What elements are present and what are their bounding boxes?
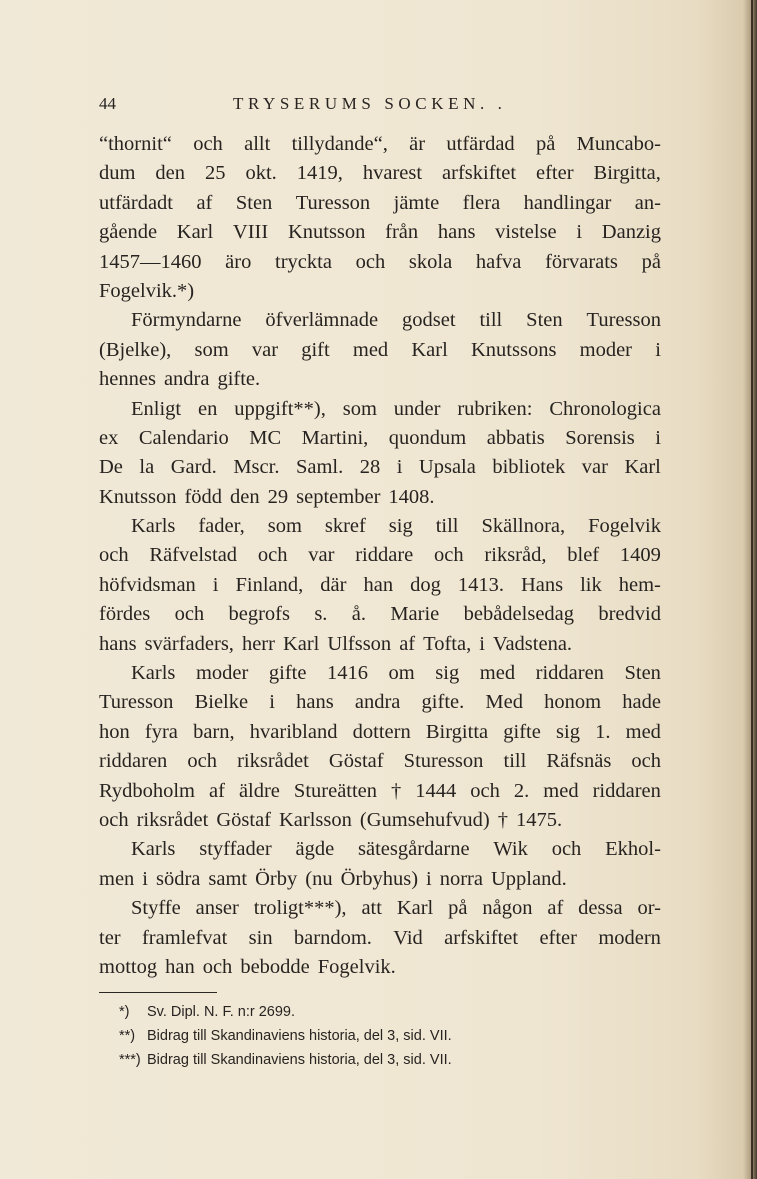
word: Knutssons bbox=[471, 338, 557, 361]
word: honom bbox=[544, 691, 602, 714]
word: tillydande“, bbox=[291, 133, 388, 155]
word: och bbox=[257, 544, 288, 567]
word: Rydboholm bbox=[99, 779, 195, 802]
word: Karls bbox=[131, 515, 176, 538]
word: dessa bbox=[578, 897, 623, 920]
word: af bbox=[196, 191, 213, 214]
word: Danzig bbox=[601, 221, 661, 244]
footnotes bbox=[119, 1000, 639, 1072]
word: Förmyndarne bbox=[131, 309, 242, 332]
word: Karl bbox=[624, 456, 661, 479]
word: med bbox=[479, 662, 516, 685]
word: var bbox=[251, 338, 279, 361]
word: 1408. bbox=[388, 485, 435, 508]
word: fader, bbox=[198, 515, 245, 538]
word: Finland, bbox=[235, 573, 304, 596]
word: lik bbox=[580, 573, 602, 596]
word: bebodde bbox=[240, 955, 310, 978]
word: Chronologica bbox=[549, 397, 661, 420]
word: Vid bbox=[393, 926, 423, 949]
word: från bbox=[385, 221, 419, 244]
word: om bbox=[388, 662, 415, 685]
word: vistelse bbox=[495, 221, 557, 244]
word: som bbox=[342, 397, 377, 420]
word: dum bbox=[99, 162, 136, 185]
word: äro bbox=[225, 250, 252, 273]
word: okt. bbox=[245, 162, 277, 185]
word: svärfaders, bbox=[144, 632, 234, 655]
word: med bbox=[543, 779, 579, 802]
word: gifte bbox=[268, 662, 307, 685]
text-line bbox=[99, 336, 661, 365]
word: hvaribland bbox=[249, 720, 338, 743]
word: och bbox=[355, 250, 386, 273]
text-line bbox=[99, 541, 661, 570]
word: Göstaf bbox=[216, 808, 271, 831]
word: af bbox=[209, 779, 225, 802]
word: Gard. bbox=[170, 456, 217, 479]
word: höfvidsman bbox=[99, 573, 196, 596]
word: öfverlämnade bbox=[265, 309, 379, 332]
word: allt bbox=[244, 133, 271, 155]
word: af bbox=[399, 632, 416, 655]
page-edge-shadow bbox=[743, 0, 757, 1179]
word: riddaren bbox=[535, 662, 604, 685]
word: MC bbox=[249, 426, 282, 449]
word: riddare bbox=[355, 544, 414, 567]
word: gift bbox=[301, 338, 330, 361]
word: var bbox=[308, 544, 335, 567]
word: Birgitta, bbox=[593, 162, 661, 185]
word: ter bbox=[99, 926, 121, 949]
word: Knutsson bbox=[287, 221, 366, 244]
word: styffader bbox=[199, 838, 272, 861]
word: handlingar bbox=[523, 191, 612, 214]
word: barn, bbox=[193, 720, 235, 743]
word: norra bbox=[439, 867, 483, 890]
word: Örby bbox=[255, 867, 298, 890]
footnote-divider bbox=[99, 992, 217, 993]
word: till bbox=[479, 309, 503, 332]
running-header bbox=[99, 94, 661, 118]
word: Karl bbox=[396, 897, 434, 920]
word: (Bjelke), bbox=[99, 338, 172, 361]
word: 25 bbox=[205, 162, 226, 185]
word: hvarest bbox=[362, 162, 423, 185]
word: är bbox=[409, 133, 426, 155]
word: gifte. bbox=[217, 368, 261, 391]
word: andra bbox=[163, 368, 210, 391]
word: moder bbox=[579, 338, 632, 361]
text-line bbox=[99, 306, 661, 335]
word: Karl bbox=[176, 221, 214, 244]
word: 1. bbox=[595, 720, 611, 743]
word: Karl bbox=[411, 338, 448, 361]
word: arfskiftet bbox=[444, 926, 519, 949]
word: Enligt bbox=[131, 397, 182, 420]
word: bredvid bbox=[598, 603, 661, 626]
word: (nu bbox=[305, 867, 333, 890]
text-line bbox=[99, 688, 661, 717]
word: att bbox=[361, 897, 382, 920]
word: i bbox=[655, 338, 661, 361]
word: och bbox=[174, 603, 205, 626]
word: Saml. bbox=[295, 456, 344, 479]
text-line bbox=[99, 630, 661, 659]
word: hans bbox=[437, 221, 476, 244]
word: Sten bbox=[624, 662, 661, 685]
word: De bbox=[99, 456, 123, 479]
footnote-text: Sv. Dipl. N. F. n:r 2699. bbox=[147, 1004, 296, 1020]
word: han bbox=[165, 955, 195, 978]
word: fördes bbox=[99, 603, 151, 626]
word: “thornit“ bbox=[99, 133, 172, 155]
text-line bbox=[99, 395, 661, 424]
footnote bbox=[119, 1048, 639, 1072]
word: Turesson bbox=[99, 691, 174, 714]
word: 1457—1460 bbox=[99, 250, 202, 273]
word: af bbox=[547, 897, 564, 920]
word: framlefvat bbox=[141, 926, 228, 949]
text-line bbox=[99, 189, 661, 218]
word: 1419, bbox=[296, 162, 343, 185]
text-line bbox=[99, 218, 661, 247]
word: på bbox=[536, 133, 556, 155]
footnote-mark: *) bbox=[119, 1004, 130, 1020]
word: och bbox=[187, 750, 217, 773]
word: med bbox=[625, 720, 661, 743]
word: abbatis bbox=[486, 426, 545, 449]
word: Sten bbox=[235, 191, 273, 214]
word: hans bbox=[296, 691, 334, 714]
word: riksrådet bbox=[237, 750, 309, 773]
word: 1413. bbox=[457, 573, 504, 596]
word: (Gumsehufvud) bbox=[359, 808, 490, 831]
word: Fogelvik bbox=[588, 515, 661, 538]
text-line bbox=[99, 159, 661, 188]
text-line bbox=[99, 600, 661, 629]
word: han bbox=[363, 573, 394, 596]
text-line bbox=[99, 248, 661, 277]
word: riddaren bbox=[99, 750, 168, 773]
word: samt bbox=[208, 867, 248, 890]
text-line bbox=[99, 953, 661, 982]
word: men bbox=[99, 867, 135, 890]
word: Hans bbox=[520, 573, 564, 596]
running-title: TRYSERUMS SOCKEN. . bbox=[233, 94, 507, 113]
word: i bbox=[396, 456, 403, 479]
word: moder bbox=[195, 662, 249, 685]
word: † bbox=[497, 808, 508, 831]
word: den bbox=[230, 485, 260, 508]
text-line bbox=[99, 865, 661, 894]
word: Göstaf bbox=[328, 750, 384, 773]
word: Vadstena. bbox=[492, 632, 573, 655]
word: Birgitta bbox=[425, 720, 489, 743]
word: Wik bbox=[493, 838, 528, 861]
word: och bbox=[202, 955, 233, 978]
word: sig bbox=[435, 662, 460, 685]
word: skref bbox=[324, 515, 366, 538]
word: VIII bbox=[232, 221, 269, 244]
word: modern bbox=[598, 926, 661, 949]
word: jämte bbox=[393, 191, 440, 214]
word: till bbox=[435, 515, 459, 538]
word: 29 bbox=[267, 485, 289, 508]
text-line bbox=[99, 453, 661, 482]
word: med bbox=[352, 338, 389, 361]
word: barndom. bbox=[293, 926, 372, 949]
word: bibliotek bbox=[492, 456, 566, 479]
word: Turesson bbox=[586, 309, 661, 332]
word: Calendario bbox=[138, 426, 229, 449]
word: uppgift**), bbox=[234, 397, 326, 420]
word: södra bbox=[156, 867, 201, 890]
word: ägde bbox=[295, 838, 335, 861]
word: hennes bbox=[99, 368, 156, 391]
word: äldre bbox=[238, 779, 280, 802]
word: Turesson bbox=[295, 191, 371, 214]
word: och bbox=[631, 750, 661, 773]
word: Fogelvik.*) bbox=[99, 279, 195, 302]
word: an- bbox=[634, 191, 661, 214]
word: Martini, bbox=[301, 426, 369, 449]
word: † bbox=[391, 779, 402, 802]
word: gående bbox=[99, 221, 158, 244]
word: och bbox=[551, 838, 582, 861]
word: hem- bbox=[618, 573, 661, 596]
word: hafva bbox=[475, 250, 522, 273]
word: till bbox=[503, 750, 527, 773]
word: 1409 bbox=[619, 544, 661, 567]
word: 2. bbox=[513, 779, 530, 802]
word: Karl bbox=[282, 632, 320, 655]
word: och bbox=[99, 808, 129, 831]
footnote-text: Bidrag till Skandinaviens historia, del 3, sid. VII. bbox=[147, 1028, 452, 1044]
word: Sorensis bbox=[565, 426, 635, 449]
footnote-text: Bidrag till Skandinaviens historia, del 3, sid. VII. bbox=[147, 1052, 452, 1068]
word: Bielke bbox=[194, 691, 249, 714]
word: en bbox=[197, 397, 218, 420]
word: Ulfsson bbox=[327, 632, 392, 655]
text-line bbox=[99, 365, 661, 394]
text-line bbox=[99, 777, 661, 806]
word: i bbox=[142, 867, 148, 890]
word: å. bbox=[351, 603, 366, 626]
word: Knutsson bbox=[99, 485, 177, 508]
word: 28 bbox=[359, 456, 381, 479]
text-line bbox=[99, 130, 661, 159]
footnote bbox=[119, 1000, 639, 1024]
word: efter bbox=[536, 162, 574, 185]
word: herr bbox=[241, 632, 275, 655]
text-line bbox=[99, 806, 661, 835]
word: Räfvelstad bbox=[149, 544, 238, 567]
word: la bbox=[139, 456, 155, 479]
text-line bbox=[99, 894, 661, 923]
word: gifte bbox=[503, 720, 541, 743]
word: Fogelvik. bbox=[317, 955, 396, 978]
word: troligt***), bbox=[253, 897, 347, 920]
body-text bbox=[99, 130, 661, 982]
word: mottog bbox=[99, 955, 158, 978]
word: dog bbox=[410, 573, 441, 596]
word: bebådelsedag bbox=[463, 603, 575, 626]
word: som bbox=[194, 338, 229, 361]
word: efter bbox=[539, 926, 577, 949]
word: godset bbox=[402, 309, 456, 332]
word: där bbox=[320, 573, 347, 596]
text-line bbox=[99, 512, 661, 541]
word: anser bbox=[195, 897, 239, 920]
word: hade bbox=[622, 691, 661, 714]
word: Örbyhus) bbox=[340, 867, 419, 890]
word: och bbox=[193, 133, 223, 155]
word: Upsala bbox=[418, 456, 476, 479]
text-line bbox=[99, 718, 661, 747]
word: på bbox=[448, 897, 468, 920]
word: Sten bbox=[526, 309, 563, 332]
page-edge bbox=[751, 0, 753, 1179]
text-line bbox=[99, 424, 661, 453]
word: blef bbox=[567, 544, 600, 567]
text-line bbox=[99, 571, 661, 600]
word: riddaren bbox=[592, 779, 661, 802]
word: Med bbox=[485, 691, 523, 714]
word: Styffe bbox=[131, 897, 181, 920]
word: Karls bbox=[131, 838, 176, 861]
word: Sturesson bbox=[403, 750, 484, 773]
footnote-mark: ***) bbox=[119, 1052, 141, 1068]
footnote bbox=[119, 1024, 639, 1048]
word: under bbox=[393, 397, 441, 420]
word: sig bbox=[556, 720, 580, 743]
word: i bbox=[576, 221, 583, 244]
word: s. bbox=[314, 603, 328, 626]
word: på bbox=[641, 250, 661, 273]
word: arfskiftet bbox=[442, 162, 517, 185]
text-line bbox=[99, 747, 661, 776]
word: Mscr. bbox=[233, 456, 280, 479]
word: i bbox=[655, 426, 661, 449]
word: 1416 bbox=[327, 662, 368, 685]
word: sig bbox=[388, 515, 413, 538]
text-line bbox=[99, 277, 661, 306]
word: född bbox=[184, 485, 223, 508]
word: sin bbox=[248, 926, 273, 949]
word: Marie bbox=[390, 603, 440, 626]
page-number: 44 bbox=[99, 94, 116, 113]
word: rubriken: bbox=[457, 397, 533, 420]
word: andra bbox=[354, 691, 401, 714]
word: dottern bbox=[352, 720, 411, 743]
word: i bbox=[269, 691, 275, 714]
word: riksråd, bbox=[484, 544, 547, 567]
word: i bbox=[212, 573, 219, 596]
text-line bbox=[99, 483, 661, 512]
footnote-mark: **) bbox=[119, 1028, 136, 1044]
word: september bbox=[296, 485, 381, 508]
word: sätesgårdarne bbox=[358, 838, 470, 861]
word: quondum bbox=[388, 426, 467, 449]
text-line bbox=[99, 835, 661, 864]
word: Uppland. bbox=[491, 867, 567, 890]
word: Tofta, bbox=[423, 632, 472, 655]
word: flera bbox=[462, 191, 501, 214]
word: 1475. bbox=[515, 808, 563, 831]
word: tryckta bbox=[275, 250, 332, 273]
word: or- bbox=[637, 897, 661, 920]
word: Karlsson bbox=[279, 808, 352, 831]
word: hon bbox=[99, 720, 130, 743]
word: som bbox=[267, 515, 302, 538]
word: någon bbox=[482, 897, 533, 920]
word: den bbox=[155, 162, 186, 185]
word: Räfsnäs bbox=[546, 750, 612, 773]
word: utfärdad bbox=[446, 133, 515, 155]
word: Skällnora, bbox=[481, 515, 566, 538]
word: utfärdadt bbox=[99, 191, 173, 214]
word: Ekhol- bbox=[605, 838, 661, 861]
word: skola bbox=[408, 250, 453, 273]
word: riksrådet bbox=[136, 808, 209, 831]
word: fyra bbox=[144, 720, 178, 743]
text-line bbox=[99, 659, 661, 688]
word: var bbox=[581, 456, 608, 479]
word: Stureätten bbox=[293, 779, 378, 802]
word: hans bbox=[99, 632, 137, 655]
word: gifte. bbox=[421, 691, 465, 714]
text-line bbox=[99, 924, 661, 953]
word: Muncabo- bbox=[576, 133, 661, 155]
word: och bbox=[470, 779, 500, 802]
word: 1444 bbox=[415, 779, 457, 802]
word: ex bbox=[99, 426, 119, 449]
word: i bbox=[426, 867, 432, 890]
word: och bbox=[434, 544, 464, 567]
word: och bbox=[99, 544, 129, 567]
word: begrofs bbox=[228, 603, 290, 626]
word: Karls bbox=[131, 662, 176, 685]
word: förvarats bbox=[545, 250, 618, 273]
word: i bbox=[479, 632, 485, 655]
